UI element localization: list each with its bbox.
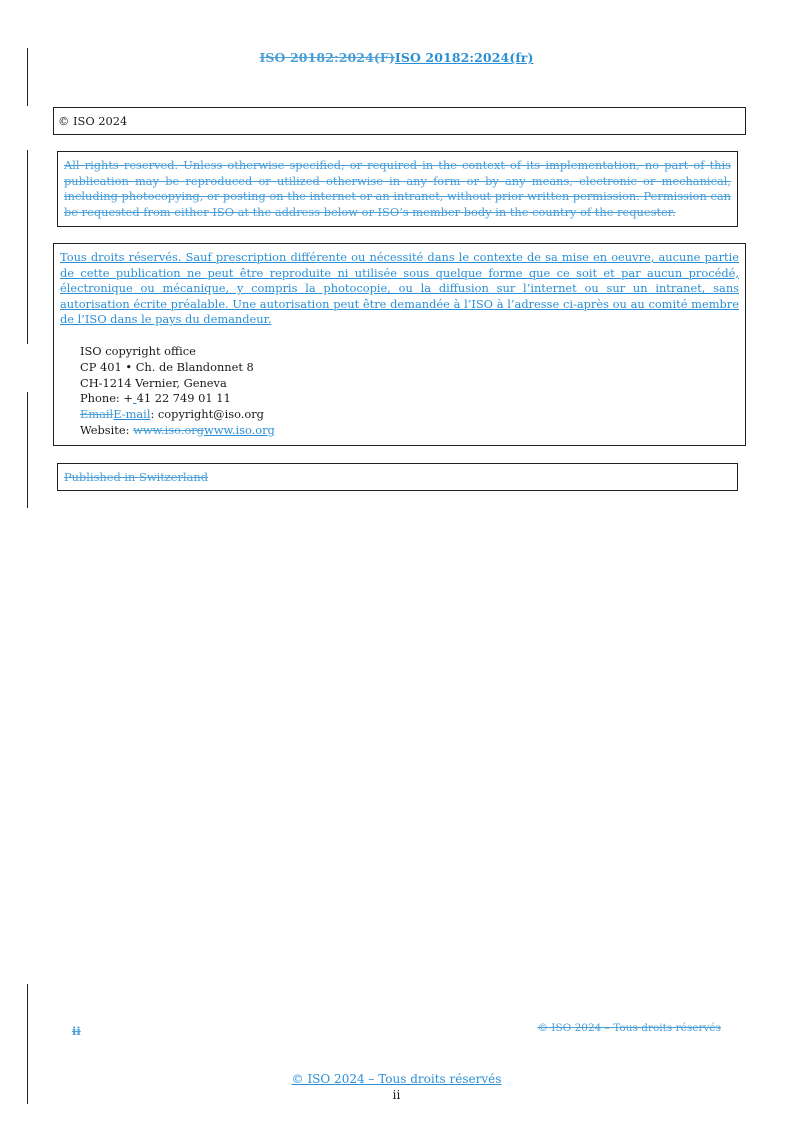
address-email [80, 407, 739, 423]
header-old-reference: ISO 20182:2024(F) [259, 50, 395, 65]
address-phone [80, 391, 739, 407]
rights-french-box [53, 243, 746, 446]
document-header [0, 50, 793, 65]
published-box [57, 463, 738, 491]
footer-page-number: ii [392, 1088, 401, 1102]
rights-english-box [57, 151, 738, 227]
footer-old-page-number: ii [72, 1024, 81, 1038]
address-street: CP 401 • Ch. de Blandonnet 8 [80, 359, 254, 374]
address-block [80, 344, 739, 439]
copyright-box [53, 107, 746, 135]
change-bar [27, 150, 28, 344]
email-label-old: Email [80, 407, 114, 422]
website-link-old[interactable]: www.iso.org [133, 422, 204, 437]
email-value: : copyright@iso.org [150, 407, 264, 422]
website-label: Website: [80, 422, 134, 437]
website-link-new[interactable]: www.iso.org [203, 422, 275, 437]
copyright-text: © ISO 2024 [58, 114, 128, 128]
rights-english-text: All rights reserved. Unless otherwise specified, or required in the context of its implementation, no part of this publication may be reproduced or utilized otherwise in any form or by any means, electronic or mechanical, including photocopying, or posting on the internet or an intranet, without prior written permission. Permission can be requested from either ISO at the address below or ISO’s member body in the country of the requester. [64, 158, 731, 219]
published-text: Published in Switzerland [64, 470, 209, 484]
page-footer [0, 1071, 793, 1103]
change-bar [27, 392, 28, 508]
rights-french-text: Tous droits réservés. Sauf prescription différente ou nécessité dans le contexte de sa mise en oeuvre, aucune partie de cette publication ne peut être reproduite ni utilisée sous quelque forme que ce soit et par aucun procédé, électronique ou mécanique, y compris la photocopie, ou la diffusion sur l’internet ou sur un intranet, sans autorisation écrite préalable. Une autorisation peut être demandée à l’ISO à l’adresse ci-après ou au comité membre de l’ISO dans le pays du demandeur. [60, 250, 739, 327]
address-website [80, 423, 739, 439]
phone-label: Phone: + [80, 391, 133, 406]
footer-rights: © ISO 2024 – Tous droits réservés [291, 1072, 502, 1086]
email-label-new: E-mail [113, 407, 151, 422]
header-new-reference: ISO 20182:2024(fr) [394, 50, 534, 65]
footer-old-rights: © ISO 2024 – Tous droits réservés [537, 1022, 721, 1034]
phone-number: 41 22 749 01 11 [136, 391, 231, 406]
address-office: ISO copyright office [80, 343, 196, 358]
address-city: CH-1214 Vernier, Geneva [80, 375, 227, 390]
